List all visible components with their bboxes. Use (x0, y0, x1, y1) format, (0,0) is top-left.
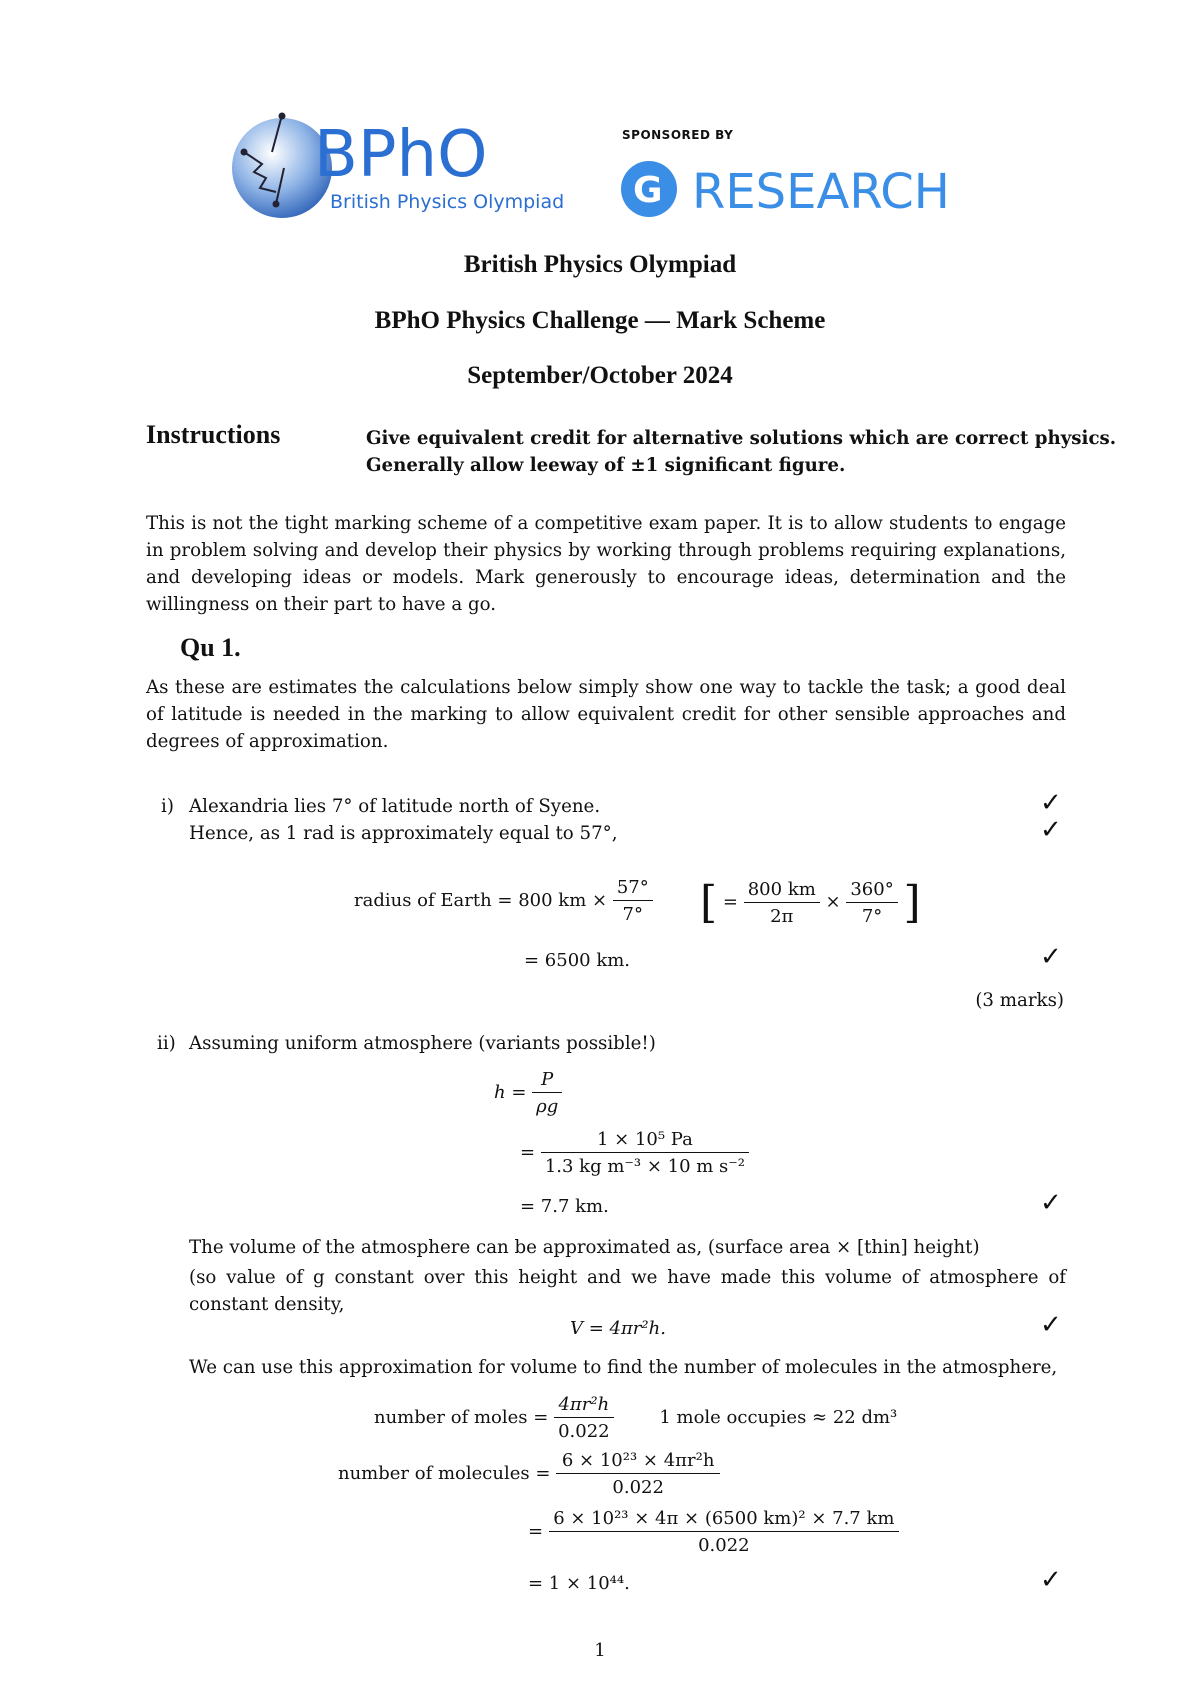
equation-molecules-result: = 1 × 10⁴⁴. (528, 1573, 630, 1594)
document-date: September/October 2024 (467, 362, 733, 389)
volume-text-2: (so value of g constant over this height and we have made this volume of atmosphere of constant density, (189, 1267, 1066, 1315)
intro-paragraph: This is not the tight marking scheme of a competitive exam paper. It is to allow students to engage in problem solving and develop their physics by working through problems requiring explanations, and developing ideas or models. Mark generously to encourage ideas, determination and the willingness on their part to have a go. (146, 513, 1066, 615)
equation-h-values: = $\frac{\text{1 × 10⁵ Pa}}{\text{1.3 kg m⁻³ × 10 m s⁻²}}$ (520, 1129, 749, 1177)
part-i-marks: (3 marks) (975, 990, 1064, 1011)
instructions-line-2: Generally allow leeway of ±1 significant figure. (366, 455, 846, 476)
instructions-line-1: Give equivalent credit for alternative solutions which are correct physics. (366, 428, 1117, 449)
research-wordmark: RESEARCH (692, 164, 950, 220)
tick-mark: ✓ (1040, 815, 1062, 845)
tick-mark: ✓ (1040, 942, 1062, 972)
equation-radius-result: = 6500 km. (524, 950, 631, 971)
equation-radius: radius of Earth = 800 km × $\frac{57^\circ}{7^\circ}$ (354, 877, 653, 925)
g-research-logo (620, 158, 980, 220)
document-subtitle: BPhO Physics Challenge — Mark Scheme (374, 307, 826, 334)
equation-molecules: number of molecules = $\frac{\text{6 × 10²³ × 4πr²h}}{0.022}$ (338, 1450, 720, 1498)
instructions-label: Instructions (146, 420, 281, 449)
molecules-text: We can use this approximation for volume to find the number of molecules in the atmosphere, (189, 1357, 1058, 1378)
bpho-logo (232, 112, 582, 222)
part-ii-label: ii) (157, 1033, 176, 1054)
equation-moles: number of moles = $\frac{\text{4πr²h}}{0.022}$ 1 mole occupies ≈ 22 dm³ (374, 1394, 898, 1442)
document-title: British Physics Olympiad (463, 251, 737, 278)
tick-mark: ✓ (1040, 1310, 1062, 1340)
part-i-line-1: Alexandria lies 7° of latitude north of Syene. (189, 796, 601, 817)
tick-mark: ✓ (1040, 788, 1062, 818)
equation-molecules-values: = $\frac{\text{6 × 10²³ × 4π × (6500 km)² × 7.7 km}}{0.022}$ (528, 1508, 899, 1556)
tick-mark: ✓ (1040, 1188, 1062, 1218)
equation-h: h = $\frac{P}{\rho g}$ (494, 1069, 562, 1117)
sponsored-by-label: SPONSORED BY (622, 128, 734, 142)
equation-h-result: = 7.7 km. (520, 1196, 609, 1217)
volume-text-1: The volume of the atmosphere can be approximated as, (surface area × [thin] height) (189, 1237, 980, 1258)
part-i-line-2: Hence, as 1 rad is approximately equal to 57°, (189, 823, 618, 844)
tick-mark: ✓ (1040, 1565, 1062, 1595)
g-letter: G (633, 170, 663, 211)
equation-radius-alternative: [ = $\frac{800 km}{2\pi}$ × $\frac{360^\circ}{7^\circ}$ ] (700, 877, 921, 928)
part-ii-line-1: Assuming uniform atmosphere (variants possible!) (189, 1033, 656, 1054)
question-heading: Qu 1. (180, 633, 241, 662)
part-i-label: i) (161, 796, 174, 817)
page-number: 1 (594, 1640, 606, 1661)
question-intro: As these are estimates the calculations below simply show one way to tackle the task; a good deal of latitude is needed in the marking to allow equivalent credit for other sensible approaches and degrees of approximation. (146, 677, 1066, 752)
bpho-subtitle: British Physics Olympiad (330, 191, 565, 213)
equation-volume: V = 4πr²h. (570, 1318, 666, 1339)
bpho-wordmark: BPhO (314, 118, 488, 192)
